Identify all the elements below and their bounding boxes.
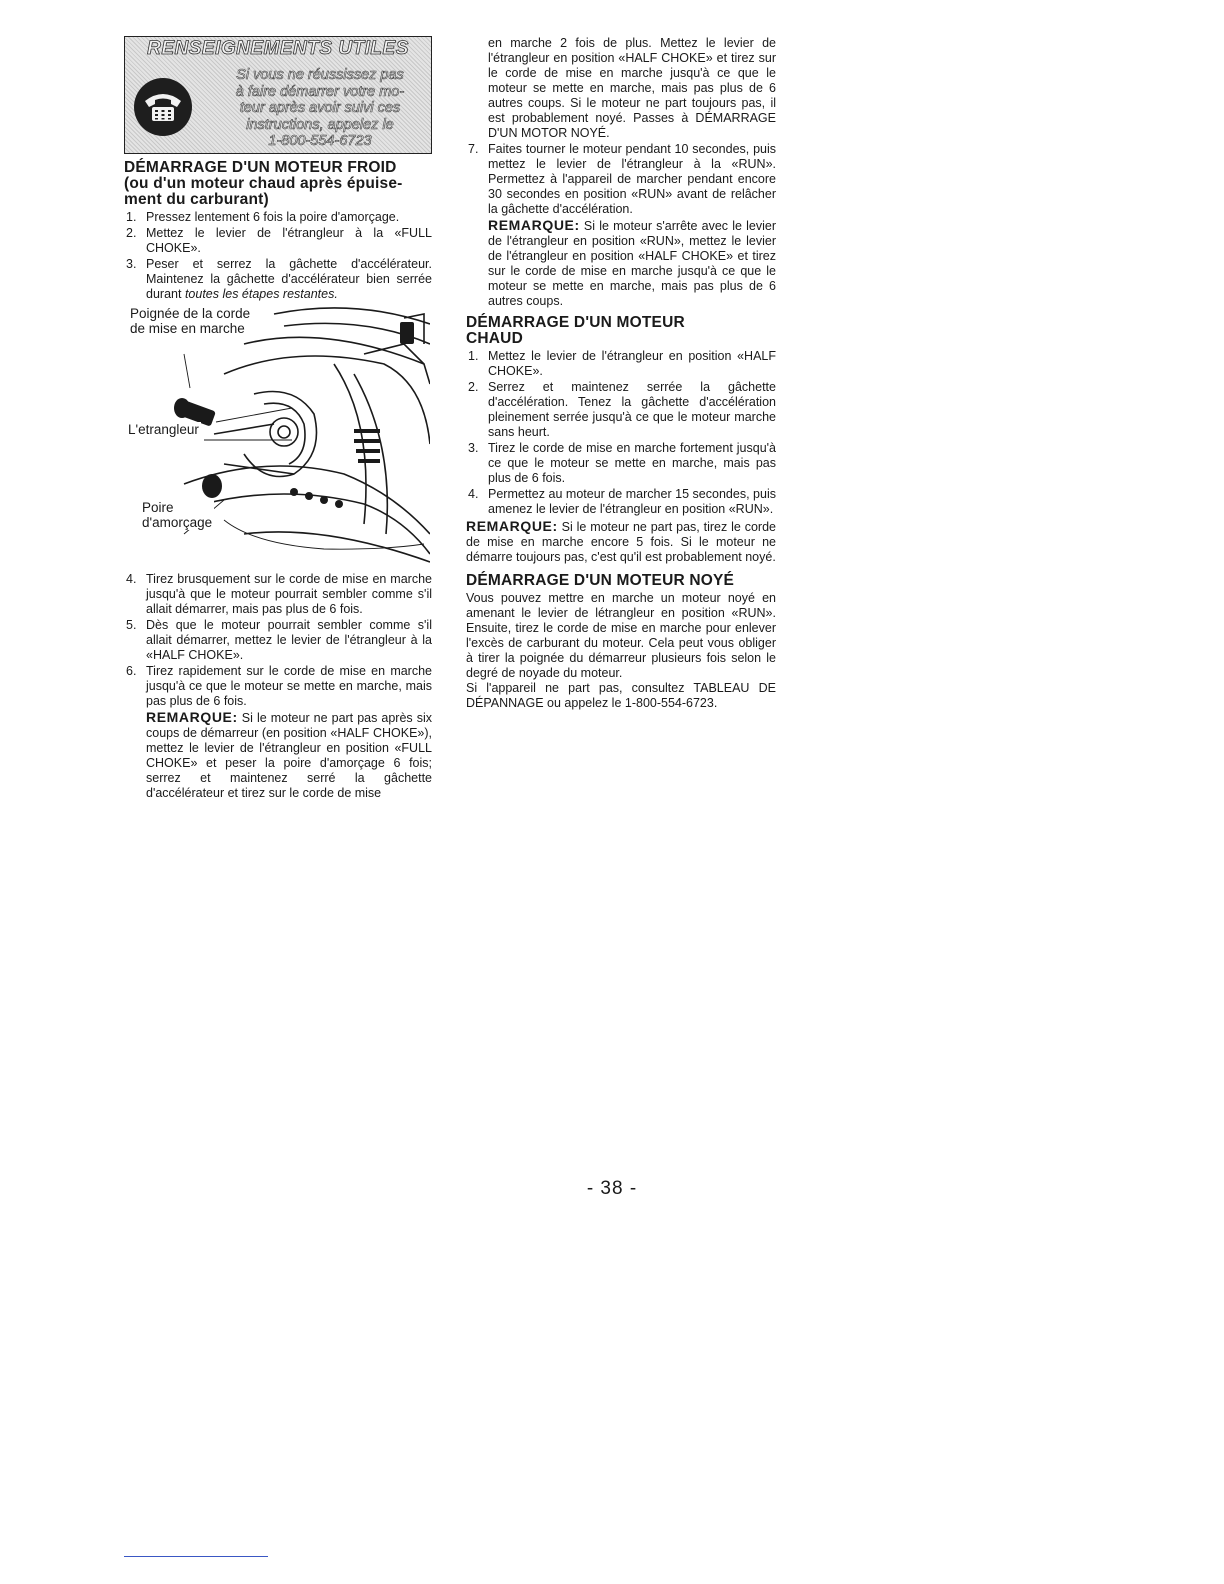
heading-text: DÉMARRAGE D'UN MOTEUR FROID bbox=[124, 159, 397, 176]
list-item bbox=[466, 487, 776, 517]
info-phone-number: 1-800-554-6723 bbox=[268, 133, 372, 149]
choke-label: L'etrangleur bbox=[128, 422, 199, 437]
label-line: d'amorçage bbox=[142, 515, 213, 530]
label-line: de mise en marche bbox=[130, 321, 245, 336]
flooded-start-title: DÉMARRAGE D'UN MOTEUR NOYÉ bbox=[466, 572, 735, 589]
heading-text: DÉMARRAGE D'UN MOTEUR bbox=[466, 314, 685, 331]
label-line: Poire bbox=[142, 500, 174, 515]
step-text: Tirez le corde de mise en marche fortement jusqu'à ce que le moteur se mette en marche, mais pas plus de 6 fois. bbox=[488, 441, 776, 485]
list-item bbox=[466, 349, 776, 379]
remark bbox=[146, 710, 432, 801]
heading-subtitle: (ou d'un moteur chaud après épuise- bbox=[124, 175, 403, 192]
cold-start-steps-continued bbox=[124, 572, 432, 801]
step-number: 4. bbox=[468, 487, 479, 501]
step-text: Serrez et maintenez serrée la gâchette d'accélération. Tenez la gâchette d'accélération pleinement serrée jusqu'à ce que le moteur marche sans heurt. bbox=[488, 380, 776, 439]
info-box bbox=[124, 36, 432, 154]
remark-text: Si le moteur ne part pas après six coups de démarreur (en position «HALF CHOKE»), mettez le levier de l'étrangleur en position «FULL CHOKE» et peser la poire d'amorçage 6 fois; serrez et maintenez serré la gâchette d'accélérateur et tirez sur le corde de mise bbox=[146, 711, 432, 800]
remark bbox=[488, 218, 776, 309]
info-line: à faire démarrer votre mo- bbox=[235, 83, 405, 100]
info-line: teur après avoir suivi ces bbox=[239, 100, 401, 116]
footer-rule bbox=[124, 1556, 268, 1557]
step-text: Tirez rapidement sur le corde de mise en marche jusqu'à ce que le moteur se mette en marche, mais pas plus de 6 fois. bbox=[146, 664, 432, 708]
list-item bbox=[466, 36, 776, 141]
cold-start-steps bbox=[124, 210, 432, 302]
step-text: Pressez lentement 6 fois la poire d'amorçage. bbox=[146, 210, 400, 224]
step-number: 7. bbox=[468, 142, 479, 156]
flooded-paragraph-2: Si l'appareil ne part pas, consultez TABLEAU DE DÉPANNAGE ou appelez le 1-800-554-6723. bbox=[466, 681, 776, 710]
step-number: 1. bbox=[468, 349, 479, 363]
list-item bbox=[124, 664, 432, 801]
remark-label: REMARQUE: bbox=[146, 709, 238, 725]
remark-text: Si le moteur ne part pas, tirez le corde de mise en marche encore 5 fois. Si le moteur ne démarre toujours pas, c'est qu'il est probablement noyé. bbox=[466, 520, 776, 564]
heading-text: CHAUD bbox=[466, 330, 523, 347]
warm-start-steps bbox=[466, 349, 776, 517]
list-item bbox=[124, 210, 432, 225]
remark-text: Si le moteur s'arrête avec le levier de l'étrangleur en position «RUN», mettez le levier de l'étrangleur en position «HALF CHOKE» et tirez sur le corde de mise en marche jusqu'à ce que le moteur se mette en marche, mais pas plus de 6 autres coups. bbox=[488, 219, 776, 308]
step-text: Faites tourner le moteur pendant 10 secondes, puis mettez le levier de l'étrangleur à la «RUN». Permettez à l'appareil de marcher pendant encore 30 secondes en position «RUN» avant de relâcher la gâchette d'accélération. bbox=[488, 142, 776, 216]
step-text-italic: toutes les étapes restantes. bbox=[184, 287, 338, 301]
engine-figure bbox=[124, 304, 430, 566]
step-number: 6. bbox=[126, 664, 137, 678]
cold-start-title bbox=[124, 160, 432, 208]
list-item bbox=[124, 257, 432, 302]
step-text: Tirez brusquement sur le corde de mise en marche jusqu'à que le moteur pourrait sembler comme s'il allait démarrer, mais pas plus de 6 fois. bbox=[146, 572, 432, 616]
info-box-title: RENSEIGNEMENTS UTILES bbox=[147, 38, 409, 59]
info-line: instructions, appelez le bbox=[246, 116, 394, 133]
step-number: 1. bbox=[126, 210, 137, 224]
step-number: 2. bbox=[468, 380, 479, 394]
remark-continued-text: en marche 2 fois de plus. Mettez le levier de l'étrangleur en position «HALF CHOKE» et tirez sur le corde de mise en marche jusqu'à ce que le moteur se mette en marche, mais pas plus de 6 autres coups. Si le moteur ne part toujours pas, il est probablement noyé. Passes à DÉMARRAGE D'UN MOTOR NOYÉ. bbox=[488, 36, 776, 140]
step-number: 3. bbox=[468, 441, 479, 455]
list-item bbox=[466, 142, 776, 309]
step-text: Permettez au moteur de marcher 15 secondes, puis amenez le levier de l'étrangleur en position «RUN». bbox=[488, 487, 776, 516]
cold-start-continued bbox=[466, 36, 776, 309]
list-item bbox=[466, 441, 776, 486]
starter-handle-label bbox=[130, 306, 252, 336]
warm-start-title bbox=[466, 315, 776, 347]
info-line: Si vous ne réussissez pas bbox=[236, 67, 404, 83]
list-item bbox=[466, 380, 776, 440]
step-text: Mettez le levier de l'étrangleur à la «FULL CHOKE». bbox=[146, 226, 432, 255]
step-number: 5. bbox=[126, 618, 137, 632]
remark-label: REMARQUE: bbox=[488, 217, 580, 233]
primer-bulb-label bbox=[142, 500, 214, 530]
page-number: - 38 - bbox=[586, 1178, 638, 1199]
list-item bbox=[124, 572, 432, 617]
step-number: 2. bbox=[126, 226, 137, 240]
step-text: Peser et serrez la gâchette d'accélérateur. Maintenez la gâchette d'accélérateur bien serrée durant bbox=[146, 257, 432, 301]
list-item bbox=[124, 618, 432, 663]
warm-start-remark bbox=[466, 519, 776, 565]
heading-subtitle: ment du carburant) bbox=[124, 191, 269, 208]
right-column bbox=[466, 36, 776, 711]
step-number: 4. bbox=[126, 572, 137, 586]
step-text: Mettez le levier de l'étrangleur en position «HALF CHOKE». bbox=[488, 349, 776, 378]
telephone-icon bbox=[133, 77, 193, 137]
label-line: Poignée de la corde bbox=[130, 306, 251, 321]
info-box-text bbox=[217, 67, 423, 150]
remark-label: REMARQUE: bbox=[466, 518, 558, 534]
flooded-paragraph: Vous pouvez mettre en marche un moteur noyé en amenant le levier de létrangleur en position «RUN». Ensuite, tirez le corde de mise en marche pour enlever l'excès de carburant du moteur. Cela peut vous obliger à tirer la poignée du démarreur plusieurs fois selon le degré de noyade du moteur. bbox=[466, 591, 776, 680]
step-number: 3. bbox=[126, 257, 137, 271]
step-text: Dès que le moteur pourrait sembler comme s'il allait démarrer, mettez le levier de l'étrangleur à la «HALF CHOKE». bbox=[146, 618, 432, 662]
list-item bbox=[124, 226, 432, 256]
left-column bbox=[124, 36, 432, 802]
